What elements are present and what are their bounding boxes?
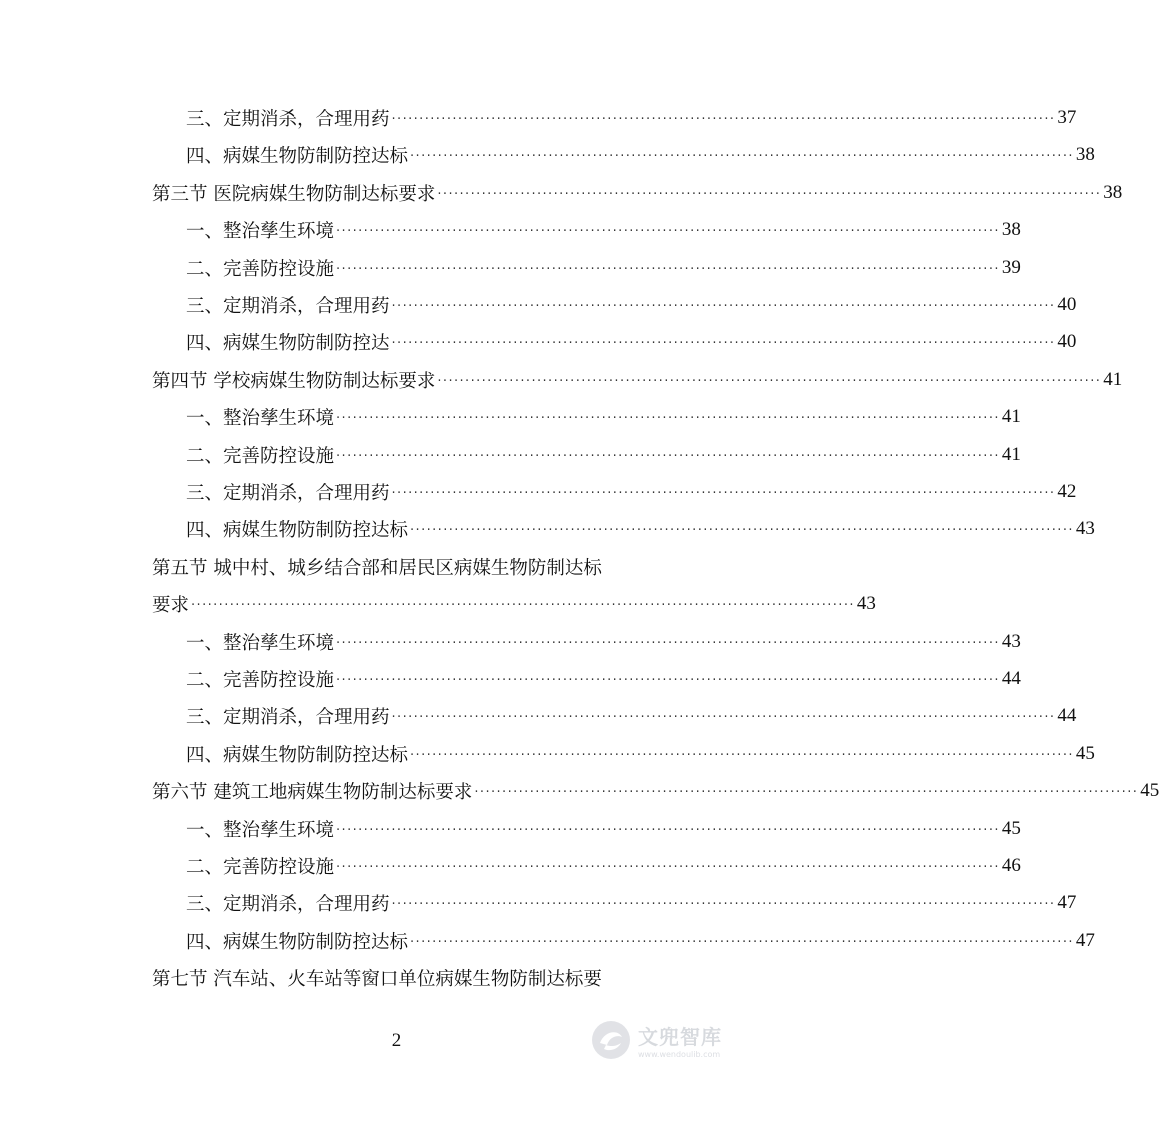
toc-leader-dots: ························································································································ xyxy=(474,785,1139,801)
toc-leader-dots: ························································································································ xyxy=(336,448,1000,464)
toc-section-entry[interactable] xyxy=(152,589,876,619)
toc-leader-dots: ························································································································ xyxy=(336,261,1000,277)
toc-entry-page: 40 xyxy=(1057,331,1077,353)
toc-entry-title: 四、病媒生物防制防控达标 xyxy=(186,146,409,168)
toc-entry-title: 第七节 汽车站、火车站等窗口单位病媒生物防制达标要 xyxy=(152,969,602,991)
toc-leader-dots: ························································································································ xyxy=(336,635,1000,651)
toc-item-entry[interactable] xyxy=(186,477,1077,507)
toc-entry-page: 38 xyxy=(1103,181,1123,203)
toc-entry-title: 第五节 城中村、城乡结合部和居民区病媒生物防制达标 xyxy=(152,557,602,579)
toc-entry-title: 三、定期消杀，合理用药 xyxy=(186,109,390,130)
toc-entry-title: 四、病媒生物防制防控达标 xyxy=(186,520,409,542)
wendou-logo-icon xyxy=(590,1019,632,1061)
toc-item-entry[interactable] xyxy=(186,290,1077,320)
toc-entry-title: 一、整治孳生环境 xyxy=(186,221,335,243)
toc-item-entry[interactable] xyxy=(186,103,1077,133)
toc-item-entry[interactable] xyxy=(186,140,1095,170)
toc-item-entry[interactable] xyxy=(186,253,1021,283)
toc-entry-title: 三、定期消杀，合理用药 xyxy=(186,707,390,729)
toc-entry-title: 第四节 学校病媒生物防制达标要求 xyxy=(152,370,436,392)
toc-section-entry[interactable] xyxy=(152,552,673,582)
toc-item-entry[interactable] xyxy=(186,888,1077,918)
page-number: 2 xyxy=(391,1030,402,1051)
toc-section-entry[interactable] xyxy=(152,963,673,993)
toc-item-entry[interactable] xyxy=(186,327,1077,357)
toc-item-entry[interactable] xyxy=(186,664,1021,694)
toc-section-entry[interactable] xyxy=(152,776,1159,806)
toc-entry-title: 四、病媒生物防制防控达 xyxy=(186,333,390,355)
toc-entry-page: 40 xyxy=(1057,294,1077,315)
toc-leader-dots: ························································································································ xyxy=(410,747,1074,763)
toc-entry-page: 45 xyxy=(1075,742,1095,764)
toc-entry-page: 47 xyxy=(1075,929,1095,951)
toc-entry-title: 二、完善防控设施 xyxy=(186,445,335,467)
toc-leader-dots: ························································································································ xyxy=(410,523,1074,539)
toc-entry-title: 三、定期消杀，合理用药 xyxy=(186,483,390,504)
toc-entry-title: 二、完善防控设施 xyxy=(186,857,335,878)
toc-entry-page: 43 xyxy=(1001,630,1021,652)
toc-entry-title: 一、整治孳生环境 xyxy=(186,632,335,654)
toc-leader-dots: ························································································································ xyxy=(391,336,1056,352)
toc-entry-page: 41 xyxy=(1103,368,1123,390)
toc-leader-dots: ························································································································ xyxy=(336,673,1000,688)
toc-leader-dots: ························································································································ xyxy=(191,598,855,614)
toc-entry-page: 42 xyxy=(1057,481,1077,502)
toc-item-entry[interactable] xyxy=(186,701,1077,731)
watermark xyxy=(590,1010,750,1070)
toc-entry-page: 41 xyxy=(1001,443,1021,465)
toc-entry-title: 一、整治孳生环境 xyxy=(186,819,335,841)
toc-item-entry[interactable] xyxy=(186,926,1095,956)
toc-item-entry[interactable] xyxy=(186,402,1021,432)
toc-leader-dots: ························································································································ xyxy=(336,411,1000,427)
toc-entry-page: 43 xyxy=(856,593,876,615)
toc-entry-title: 四、病媒生物防制防控达标 xyxy=(186,744,409,766)
toc-entry-page: 41 xyxy=(1001,406,1021,428)
toc-item-entry[interactable] xyxy=(186,440,1021,470)
toc-leader-dots: ························································································································ xyxy=(336,860,1000,875)
toc-entry-page: 45 xyxy=(1140,780,1159,802)
toc-item-entry[interactable] xyxy=(186,215,1021,245)
toc-item-entry[interactable] xyxy=(186,627,1021,657)
toc-entry-page: 37 xyxy=(1057,107,1077,128)
toc-leader-dots: ························································································································ xyxy=(391,710,1056,726)
toc-entry-title: 三、定期消杀，合理用药 xyxy=(186,296,390,317)
toc-entry-page: 44 xyxy=(1001,668,1021,689)
toc-entry-title: 一、整治孳生环境 xyxy=(186,408,335,430)
toc-leader-dots: ························································································································ xyxy=(437,373,1102,389)
toc-entry-title: 二、完善防控设施 xyxy=(186,670,335,691)
toc-entry-page: 38 xyxy=(1075,144,1095,166)
toc-leader-dots: ························································································································ xyxy=(391,486,1056,501)
toc-entry-page: 46 xyxy=(1001,855,1021,876)
toc-leader-dots: ························································································································ xyxy=(410,934,1074,950)
toc-entry-page: 39 xyxy=(1001,256,1021,278)
toc-entry-title: 二、完善防控设施 xyxy=(186,258,335,280)
toc-entry-page: 43 xyxy=(1075,518,1095,540)
toc-leader-dots: ························································································································ xyxy=(410,149,1074,165)
watermark-name: 文兜智库 xyxy=(638,1025,722,1049)
toc-entry-page: 38 xyxy=(1001,219,1021,241)
toc-entry-title: 第六节 建筑工地病媒生物防制达标要求 xyxy=(152,782,473,804)
watermark-url: www.wendoulib.com xyxy=(638,1050,721,1059)
toc-entry-page: 47 xyxy=(1057,892,1077,914)
toc-item-entry[interactable] xyxy=(186,814,1021,844)
toc-entry-title: 四、病媒生物防制防控达标 xyxy=(186,931,409,953)
toc-item-entry[interactable] xyxy=(186,514,1095,544)
toc-leader-dots: ························································································································ xyxy=(391,299,1056,314)
toc-entry-page: 45 xyxy=(1001,817,1021,839)
toc-entry-title: 第三节 医院病媒生物防制达标要求 xyxy=(152,183,436,205)
toc-item-entry[interactable] xyxy=(186,739,1095,769)
toc-section-entry[interactable] xyxy=(152,178,1123,208)
toc-section-entry[interactable] xyxy=(152,365,1123,395)
toc-leader-dots: ························································································································ xyxy=(391,112,1056,127)
toc-entry-title: 要求 xyxy=(152,595,190,617)
toc-leader-dots: ························································································································ xyxy=(336,224,1000,240)
toc-item-entry[interactable] xyxy=(186,851,1021,881)
toc-entry-page: 44 xyxy=(1057,705,1077,727)
toc-leader-dots: ························································································································ xyxy=(336,822,1000,838)
toc-leader-dots: ························································································································ xyxy=(437,186,1102,202)
toc-leader-dots: ························································································································ xyxy=(391,897,1056,913)
toc-entry-title: 三、定期消杀，合理用药 xyxy=(186,894,390,916)
